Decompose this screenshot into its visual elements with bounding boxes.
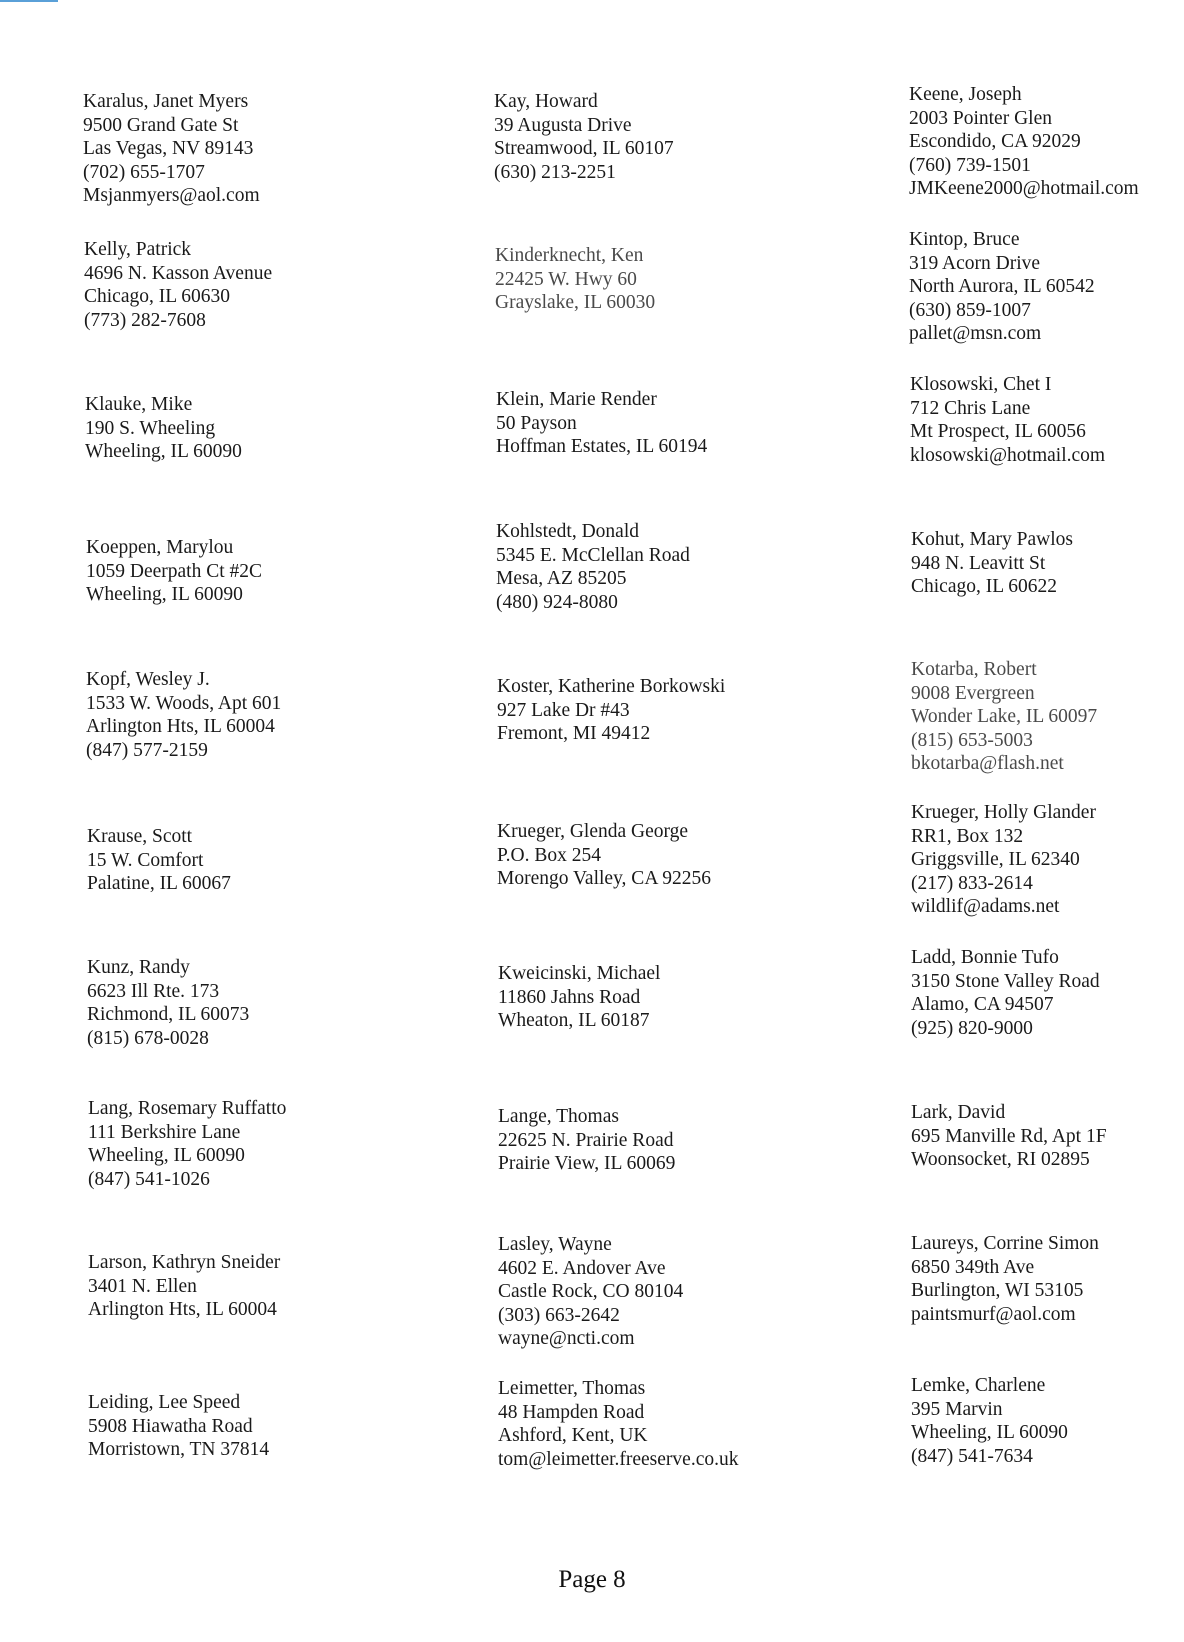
- phone-number: (847) 541-1026: [88, 1168, 210, 1190]
- address-entry-kotarba: [911, 658, 1097, 776]
- street-address: 2003 Pointer Glen: [909, 107, 1052, 129]
- contact-name: Ladd, Bonnie Tufo: [911, 947, 1059, 968]
- city-state-zip: Woonsocket, RI 02895: [911, 1149, 1090, 1170]
- email-address: bkotarba@flash.net: [911, 753, 1064, 774]
- address-entry-klein: [496, 388, 707, 459]
- contact-name: Krueger, Holly Glander: [911, 802, 1096, 823]
- contact-name: Krause, Scott: [87, 826, 193, 847]
- contact-name: Kintop, Bruce: [909, 229, 1020, 250]
- phone-number: (815) 653-5003: [911, 729, 1033, 751]
- contact-name: Koeppen, Marylou: [86, 537, 234, 558]
- email-address: Msjanmyers@aol.com: [83, 185, 260, 206]
- address-entry-kay: [494, 90, 674, 184]
- street-address: 11860 Jahns Road: [498, 986, 641, 1008]
- street-address: 5908 Hiawatha Road: [88, 1415, 253, 1437]
- address-entry-kelly: [84, 238, 272, 332]
- address-entry-klauke: [85, 393, 242, 464]
- street-address: 111 Berkshire Lane: [88, 1121, 241, 1143]
- city-state-zip: Arlington Hts, IL 60004: [88, 1299, 277, 1320]
- contact-name: Klosowski, Chet I: [910, 374, 1052, 395]
- address-entry-koeppen: [86, 536, 262, 607]
- address-entry-lasley: [498, 1233, 683, 1351]
- contact-name: Kohut, Mary Pawlos: [911, 529, 1073, 550]
- contact-name: Kopf, Wesley J.: [86, 669, 210, 690]
- phone-number: (925) 820-9000: [911, 1017, 1033, 1039]
- contact-name: Lang, Rosemary Ruffatto: [88, 1098, 287, 1119]
- city-state-zip: Wheaton, IL 60187: [498, 1010, 650, 1031]
- street-address: 4696 N. Kasson Avenue: [84, 262, 273, 284]
- city-state-zip: Wheeling, IL 60090: [911, 1422, 1068, 1443]
- contact-name: Larson, Kathryn Sneider: [88, 1252, 281, 1273]
- address-entry-keene: [909, 83, 1139, 201]
- address-entry-krueger-holly: [911, 801, 1096, 919]
- contact-name: Leiding, Lee Speed: [88, 1392, 241, 1413]
- city-state-zip: Las Vegas, NV 89143: [83, 138, 254, 159]
- address-entry-lang: [88, 1097, 286, 1191]
- city-state-zip: Prairie View, IL 60069: [498, 1153, 676, 1174]
- email-address: JMKeene2000@hotmail.com: [909, 178, 1139, 199]
- city-state-zip: Chicago, IL 60622: [911, 576, 1058, 597]
- phone-number: (480) 924-8080: [496, 591, 618, 613]
- city-state-zip: Burlington, WI 53105: [911, 1280, 1084, 1301]
- address-entry-lark: [911, 1101, 1107, 1172]
- address-entry-krueger-glenda: [497, 820, 711, 891]
- street-address: 15 W. Comfort: [87, 849, 204, 871]
- street-address: 190 S. Wheeling: [85, 417, 216, 439]
- contact-name: Kay, Howard: [494, 91, 598, 112]
- street-address: 6850 349th Ave: [911, 1256, 1035, 1278]
- contact-name: Lange, Thomas: [498, 1106, 619, 1127]
- phone-number: (702) 655-1707: [83, 161, 205, 183]
- street-address: 319 Acorn Drive: [909, 252, 1041, 274]
- street-address: 3401 N. Ellen: [88, 1275, 197, 1297]
- address-entry-kintop: [909, 228, 1095, 346]
- contact-name: Kohlstedt, Donald: [496, 521, 639, 542]
- city-state-zip: Grayslake, IL 60030: [495, 292, 656, 313]
- street-address: 39 Augusta Drive: [494, 114, 632, 136]
- city-state-zip: Wheeling, IL 60090: [86, 584, 243, 605]
- city-state-zip: Wonder Lake, IL 60097: [911, 706, 1098, 727]
- address-entry-lemke: [911, 1374, 1068, 1468]
- phone-number: (773) 282-7608: [84, 309, 206, 331]
- street-address: 50 Payson: [496, 412, 577, 434]
- city-state-zip: Streamwood, IL 60107: [494, 138, 674, 159]
- phone-number: (847) 541-7634: [911, 1445, 1033, 1467]
- city-state-zip: Morristown, TN 37814: [88, 1439, 270, 1460]
- city-state-zip: North Aurora, IL 60542: [909, 276, 1095, 297]
- city-state-zip: Arlington Hts, IL 60004: [86, 716, 275, 737]
- address-entry-lange: [498, 1105, 675, 1176]
- street-address: 712 Chris Lane: [910, 397, 1031, 419]
- email-address: pallet@msn.com: [909, 323, 1042, 344]
- street-address: 22625 N. Prairie Road: [498, 1129, 674, 1151]
- email-address: wildlif@adams.net: [911, 896, 1060, 917]
- address-entry-leimetter: [498, 1377, 738, 1471]
- street-address: 927 Lake Dr #43: [497, 699, 630, 721]
- street-address: 948 N. Leavitt St: [911, 552, 1046, 574]
- phone-number: (847) 577-2159: [86, 739, 208, 761]
- contact-name: Koster, Katherine Borkowski: [497, 676, 726, 697]
- address-entry-karalus: [83, 90, 260, 208]
- address-entry-laureys: [911, 1232, 1099, 1326]
- city-state-zip: Castle Rock, CO 80104: [498, 1281, 684, 1302]
- contact-name: Kinderknecht, Ken: [495, 245, 644, 266]
- email-address: wayne@ncti.com: [498, 1328, 635, 1349]
- address-entry-kohlstedt: [496, 520, 690, 614]
- city-state-zip: Palatine, IL 60067: [87, 873, 231, 894]
- address-entry-kweicinski: [498, 962, 660, 1033]
- city-state-zip: Ashford, Kent, UK: [498, 1425, 648, 1446]
- street-address: RR1, Box 132: [911, 825, 1024, 847]
- street-address: 1533 W. Woods, Apt 601: [86, 692, 282, 714]
- street-address: 1059 Deerpath Ct #2C: [86, 560, 263, 582]
- contact-name: Klauke, Mike: [85, 394, 193, 415]
- address-entry-kunz: [87, 956, 249, 1050]
- city-state-zip: Chicago, IL 60630: [84, 286, 231, 307]
- address-entry-kohut: [911, 528, 1073, 599]
- city-state-zip: Escondido, CA 92029: [909, 131, 1081, 152]
- contact-name: Kunz, Randy: [87, 957, 190, 978]
- contact-name: Krueger, Glenda George: [497, 821, 689, 842]
- city-state-zip: Alamo, CA 94507: [911, 994, 1054, 1015]
- address-entry-leiding: [88, 1391, 269, 1462]
- contact-name: Kotarba, Robert: [911, 659, 1037, 680]
- city-state-zip: Richmond, IL 60073: [87, 1004, 250, 1025]
- city-state-zip: Wheeling, IL 60090: [88, 1145, 245, 1166]
- city-state-zip: Hoffman Estates, IL 60194: [496, 436, 708, 457]
- phone-number: (630) 213-2251: [494, 161, 616, 183]
- street-address: 3150 Stone Valley Road: [911, 970, 1100, 992]
- city-state-zip: Morengo Valley, CA 92256: [497, 868, 711, 889]
- contact-name: Lark, David: [911, 1102, 1006, 1123]
- email-address: klosowski@hotmail.com: [910, 444, 1106, 466]
- phone-number: (303) 663-2642: [498, 1304, 620, 1326]
- phone-number: (815) 678-0028: [87, 1027, 209, 1049]
- city-state-zip: Fremont, MI 49412: [497, 723, 651, 744]
- address-entry-koster: [497, 675, 725, 746]
- contact-name: Klein, Marie Render: [496, 389, 657, 410]
- street-address: 48 Hampden Road: [498, 1401, 645, 1423]
- contact-name: Lasley, Wayne: [498, 1234, 612, 1255]
- address-entry-klosowski: [910, 373, 1105, 467]
- city-state-zip: Mt Prospect, IL 60056: [910, 421, 1086, 442]
- contact-name: Karalus, Janet Myers: [83, 91, 249, 112]
- phone-number: (630) 859-1007: [909, 299, 1031, 321]
- contact-name: Keene, Joseph: [909, 84, 1022, 105]
- street-address: P.O. Box 254: [497, 844, 602, 866]
- address-entry-krause: [87, 825, 231, 896]
- street-address: 9008 Evergreen: [911, 682, 1035, 704]
- contact-name: Kelly, Patrick: [84, 239, 192, 260]
- scan-edge-mark: [0, 0, 58, 2]
- contact-name: Lemke, Charlene: [911, 1375, 1046, 1396]
- contact-name: Laureys, Corrine Simon: [911, 1233, 1099, 1254]
- street-address: 9500 Grand Gate St: [83, 114, 239, 136]
- contact-name: Leimetter, Thomas: [498, 1378, 646, 1399]
- page-number: Page 8: [558, 1566, 626, 1593]
- address-entry-kinderknecht: [495, 244, 655, 315]
- email-address: paintsmurf@aol.com: [911, 1303, 1076, 1325]
- city-state-zip: Wheeling, IL 60090: [85, 441, 242, 462]
- phone-number: (760) 739-1501: [909, 154, 1031, 176]
- address-entry-ladd: [911, 946, 1100, 1040]
- street-address: 695 Manville Rd, Apt 1F: [911, 1125, 1107, 1147]
- address-entry-larson: [88, 1251, 280, 1322]
- street-address: 395 Marvin: [911, 1398, 1003, 1420]
- city-state-zip: Griggsville, IL 62340: [911, 849, 1080, 870]
- address-entry-kopf: [86, 668, 281, 762]
- street-address: 4602 E. Andover Ave: [498, 1257, 666, 1279]
- city-state-zip: Mesa, AZ 85205: [496, 568, 627, 589]
- street-address: 22425 W. Hwy 60: [495, 268, 637, 290]
- email-address: tom@leimetter.freeserve.co.uk: [498, 1448, 739, 1470]
- phone-number: (217) 833-2614: [911, 872, 1033, 894]
- street-address: 5345 E. McClellan Road: [496, 544, 690, 566]
- contact-name: Kweicinski, Michael: [498, 963, 661, 984]
- street-address: 6623 Ill Rte. 173: [87, 980, 220, 1002]
